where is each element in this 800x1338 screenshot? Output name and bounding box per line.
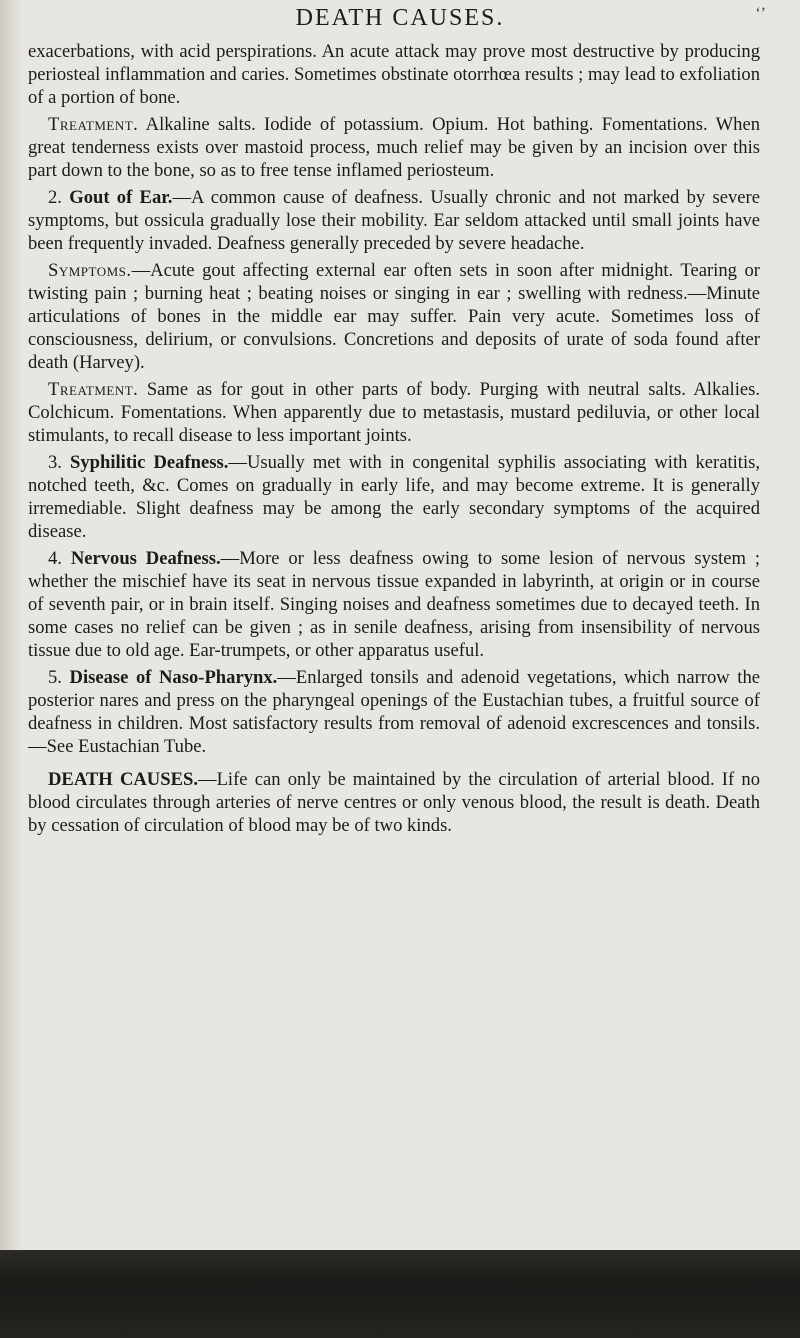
page-binding-shadow: [0, 0, 22, 1338]
section-number: 3.: [48, 452, 62, 473]
page-edge-shadow: [0, 1250, 800, 1338]
paragraph-nervous-deafness: [28, 547, 760, 662]
body-text: [28, 40, 760, 837]
paragraph-lead: Symptoms.: [48, 260, 132, 281]
paragraph-body: —Usually met with in congenital syphilis associating with keratitis, notched teeth, &c. Comes on gradually in early life, and may become extreme. It is generally irremediable. Slight deafness may be among the early secondary symptoms of the acquired disease.: [28, 452, 761, 542]
section-number: 5.: [48, 667, 62, 688]
paragraph-body: —A common cause of deafness. Usually chronic and not marked by severe symptoms, but ossicula gradually lose their mobility. Ear seldom attacked until small joints have been frequently invaded. Deafness generally preceded by severe headache.: [28, 187, 760, 254]
entry-heading: DEATH CAUSES.: [48, 769, 198, 790]
paragraph-body: —Acute gout affecting external ear often sets in soon after midnight. Tearing or twisting pain ; burning heat ; beating noises or singing in ear ; swelling with redness.—Minute articulations of bones in the middle ear may suffer. Pain very acute. Sometimes loss of consciousness, delirium, or convulsions. Concretions and deposits of urate of soda found after death (Harvey).: [28, 260, 760, 373]
paragraph-lead: Treatment.: [48, 379, 139, 400]
paragraph-continuation: [28, 40, 760, 109]
paragraph-body: —Life can only be maintained by the circulation of arterial blood. If no blood circulates through arteries of nerve centres or only venous blood, the result is death. Death by cessation of circulation of blood may be of two kinds.: [28, 769, 760, 836]
section-heading: Disease of Naso-Pharynx.: [69, 667, 278, 688]
paragraph-body: Same as for gout in other parts of body. Purging with neutral salts. Alkalies. Colchicum. Fomentations. When apparently due to metastasis, mustard pediluvia, or other local stimulants, to recall disease to less important joints.: [28, 379, 760, 446]
paragraph-gout-of-ear: [28, 186, 760, 255]
paragraph-body: Alkaline salts. Iodide of potassium. Opium. Hot bathing. Fomentations. When great tenderness exists over mastoid process, much relief may be given by an incision over this part down to the bone, so as to free tense inflamed periosteum.: [28, 114, 760, 181]
paragraph-naso-pharynx: [28, 666, 760, 758]
paragraph-syphilitic-deafness: [28, 451, 760, 543]
paragraph-death-causes: [28, 768, 760, 837]
paragraph-symptoms: [28, 259, 760, 374]
paragraph-lead: Treatment.: [48, 114, 139, 135]
paragraph-body: —Enlarged tonsils and adenoid vegetations, which narrow the posterior nares and press on the pharyngeal openings of the Eustachian tubes, a fruitful source of deafness in children. Most satisfactory results from removal of adenoid excrescences and tonsils.—See Eustachian Tube.: [28, 667, 760, 757]
page-header: [0, 4, 800, 34]
section-number: 4.: [48, 548, 62, 569]
paragraph-treatment-2: [28, 378, 760, 447]
page-folio: ‘’: [755, 5, 766, 22]
section-heading: Gout of Ear.: [69, 187, 173, 208]
section-heading: Syphilitic Deafness.: [70, 452, 229, 473]
paragraph-body: exacerbations, with acid perspirations. An acute attack may prove most destructive by producing periosteal inflammation and caries. Sometimes obstinate otorrhœa results ; may lead to exfoliation of a portion of bone.: [28, 41, 760, 108]
paragraph-body: —More or less deafness owing to some lesion of nervous system ; whether the mischief have its seat in nervous tissue expanded in labyrinth, at origin or in course of seventh pair, or in brain itself. Singing noises and deafness sometimes due to decayed teeth. In some cases no relief can be given ; as in senile deafness, arising from insensibility of nervous tissue due to old age. Ear-trumpets, or other apparatus useful.: [28, 548, 761, 661]
running-head: DEATH CAUSES.: [295, 5, 505, 31]
section-heading: Nervous Deafness.: [70, 548, 221, 569]
paragraph-treatment-1: [28, 113, 760, 182]
section-number: 2.: [48, 187, 62, 208]
